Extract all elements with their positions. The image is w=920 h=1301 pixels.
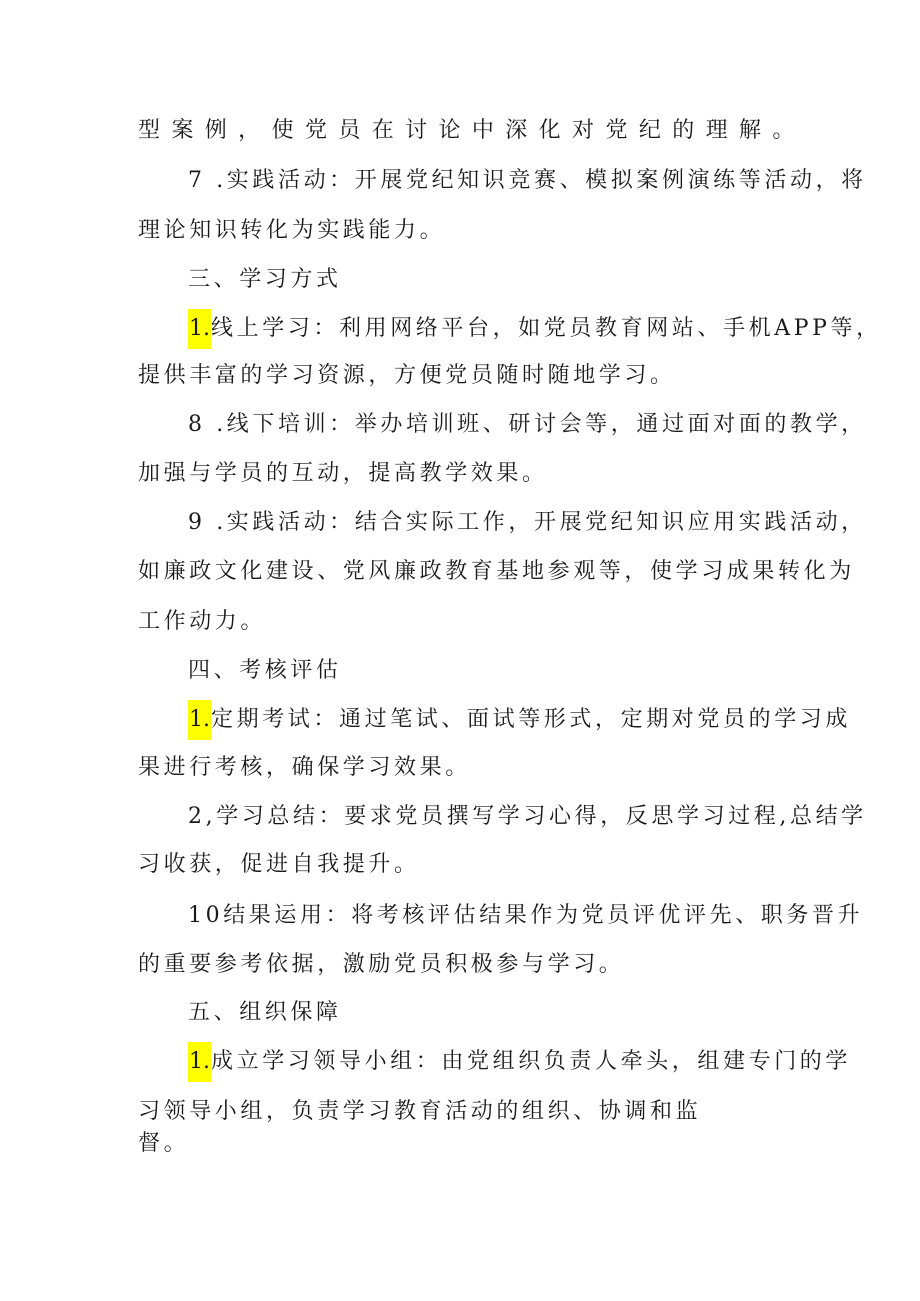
paragraph-line: 理论知识转化为实践能力。 [138,218,446,243]
paragraph-line: 1.线上学习：利用网络平台，如党员教育网站、手机APP等， [188,309,798,349]
paragraph-line: 的重要参考依据，激励党员积极参与学习。 [138,952,625,977]
highlighted-number: 1. [188,309,211,349]
paragraph-line: 型案例，使党员在讨论中深化对党纪的理解。 [138,118,798,143]
section-heading: 三、学习方式 [188,267,342,292]
paragraph-line: 7 .实践活动：开展党纪知识竞赛、模拟案例演练等活动，将 [188,168,867,193]
paragraph-line: 2,学习总结：要求党员撰写学习心得，反思学习过程,总结学 [188,804,867,829]
paragraph-line: 加强与学员的互动，提高教学效果。 [138,461,548,486]
paragraph-line: 督。 [138,1131,190,1156]
paragraph-line: 果进行考核，确保学习效果。 [138,755,471,780]
section-heading: 四、考核评估 [188,658,342,683]
paragraph-line: 10结果运用：将考核评估结果作为党员评优评先、职务晋升 [188,903,864,928]
paragraph-line: 习领导小组，负责学习教育活动的组织、协调和监 [138,1099,702,1124]
highlighted-number: 1. [188,700,211,740]
paragraph-line: 1.成立学习领导小组：由党组织负责人牵头，组建专门的学 [188,1042,798,1082]
paragraph-line: 提供丰富的学习资源，方便党员随时随地学习。 [138,363,676,388]
paragraph-line: 工作动力。 [138,609,267,634]
paragraph-line: 8 .线下培训：举办培训班、研讨会等，通过面对面的教学， [188,412,867,437]
section-heading: 五、组织保障 [188,1000,342,1025]
paragraph-line: 如廉政文化建设、党风廉政教育基地参观等，使学习成果转化为 [138,559,855,584]
paragraph-line: 9 .实践活动：结合实际工作，开展党纪知识应用实践活动， [188,510,867,535]
paragraph-line: 1.定期考试：通过笔试、面试等形式，定期对党员的学习成 [188,700,798,740]
highlighted-number: 1. [188,1042,211,1082]
paragraph-line: 习收获，促进自我提升。 [138,852,420,877]
